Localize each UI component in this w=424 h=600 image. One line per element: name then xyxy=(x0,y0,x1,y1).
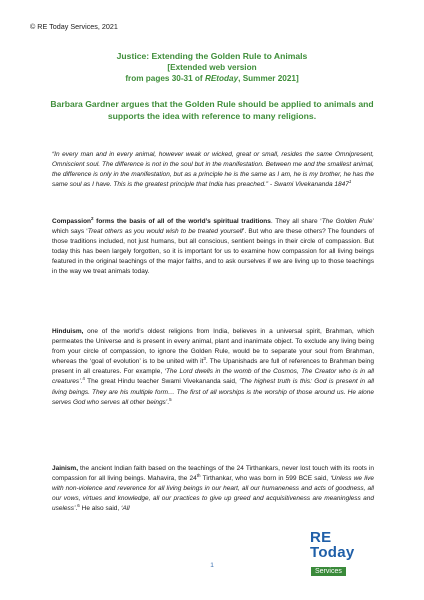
emphasis-run: ‘The Lord dwells in the womb of the Cosmos, The Creator who is in all creatures’ xyxy=(52,368,374,386)
page-number: 1 xyxy=(210,562,214,569)
edition-magazine: REtoday xyxy=(204,74,239,83)
text-run: ’ which says ‘ xyxy=(52,218,374,236)
paragraph-compassion xyxy=(52,217,374,278)
paragraph-lead: Jainism, xyxy=(52,465,79,472)
re-today-logo xyxy=(310,529,380,575)
edition-line-2 xyxy=(40,73,384,84)
footnote-ref: 2 xyxy=(91,215,94,221)
footnote-ref: 3 xyxy=(203,356,206,362)
text-run: Tirthankar, who was born in 599 BCE said, xyxy=(200,475,331,483)
text-run: ’. But who are these others? The founders of those traditions included, not just humans, but all conscious, sentient beings in their circle of compassion. But today this has been largely forgotten, so it is important for us to examine how compassion for all living beings featured in the original teachings of the major faiths, and to ask ourselves if we are living up to those teachings in the way we treat animals today. xyxy=(52,228,374,276)
footnote-ref: 4 xyxy=(82,376,85,382)
text-run: He also said, xyxy=(79,505,121,513)
paragraph-jainism xyxy=(52,464,374,514)
paragraph-lead: Hinduism, xyxy=(52,328,84,335)
emphasis-run: Treat others as you would wish to be treated yourself xyxy=(87,228,243,236)
lead-rest: forms the basis of all of the world’s spiritual traditions xyxy=(93,218,271,225)
text-run: . xyxy=(167,398,170,406)
text-run: one of the world’s oldest religions from India, believes in a universal spirit, Brahman, which permeates the Universe and is present in every animal, plant and inanimate object. To exclude any living being from your circle of compassion, to ignore the Golden Rule, would be to separate your soul from Brahman, whereas the ‘goal of evolution’ is to be united with it xyxy=(52,328,374,366)
article-title: Justice: Extending the Golden Rule to Animals xyxy=(116,51,308,61)
paragraph-lead xyxy=(52,215,271,225)
paragraph-hinduism xyxy=(52,327,374,408)
text-run: . The Upanishads are full of references to Brahman being present in all creatures. For example, xyxy=(52,358,374,376)
standfirst xyxy=(40,98,384,122)
opening-quote xyxy=(52,150,374,190)
emphasis-run: ‘Unless we live with non-violence and reverence for all living beings in our heart, all our humaneness and acts of goodness, all our vows, virtues and knowledge, all our practices to give up greed and acquisitiveness are meaningless and useless’ xyxy=(52,475,374,513)
logo-wordmark: RE Today xyxy=(310,529,355,561)
article-header xyxy=(40,50,384,84)
emphasis-run: ‘All xyxy=(121,505,130,513)
lead-word: Compassion xyxy=(52,218,92,225)
footnote-ref: 6 xyxy=(77,503,80,509)
emphasis-run: ‘The highest truth is this: God is present in all living beings. They are his multiple form… The first of all worships is the worship of those around us. He alone serves God who serves all other beings’ xyxy=(52,378,374,406)
quote-text: “In every man and in every animal, however weak or wicked, great or small, resides the same Omnipresent, Omniscient soul. The difference is not in the soul but in the manifestation. Between me and the smallest animal, the difference is only in the manifestation, but as a principle he is the same as I am, he is my brother, he has the same soul as I have. This is the greatest principle that India has preached.” - Swami Vivekananda 1847 xyxy=(52,151,374,189)
text-run: . xyxy=(75,505,78,513)
footnote-ref: 5 xyxy=(169,396,172,402)
text-run: . xyxy=(80,378,83,386)
text-run: the ancient Indian faith based on the teachings of the 24 Tirthankars, never lost touch with its roots in compassion for all living beings. Mahavira, the 24 xyxy=(52,465,374,483)
standfirst-text: Barbara Gardner argues that the Golden Rule should be applied to animals and supports the idea with reference to many religions. xyxy=(50,99,374,121)
edition-issue: , Summer 2021] xyxy=(238,74,299,83)
emphasis-run: The Golden Rule xyxy=(321,218,373,225)
edition-note xyxy=(40,62,384,84)
footnote-ref: 1 xyxy=(348,179,352,185)
edition-pages: from pages 30-31 of xyxy=(125,74,205,83)
text-run: . They all share ‘ xyxy=(270,218,322,225)
logo-services-tag: Services xyxy=(311,567,346,576)
text-run: The great Hindu teacher Swami Vivekananda said, xyxy=(84,378,240,386)
copyright-notice: © RE Today Services, 2021 xyxy=(30,22,118,31)
edition-line-1: [Extended web version xyxy=(167,63,257,72)
ordinal-suffix: th xyxy=(196,472,201,478)
